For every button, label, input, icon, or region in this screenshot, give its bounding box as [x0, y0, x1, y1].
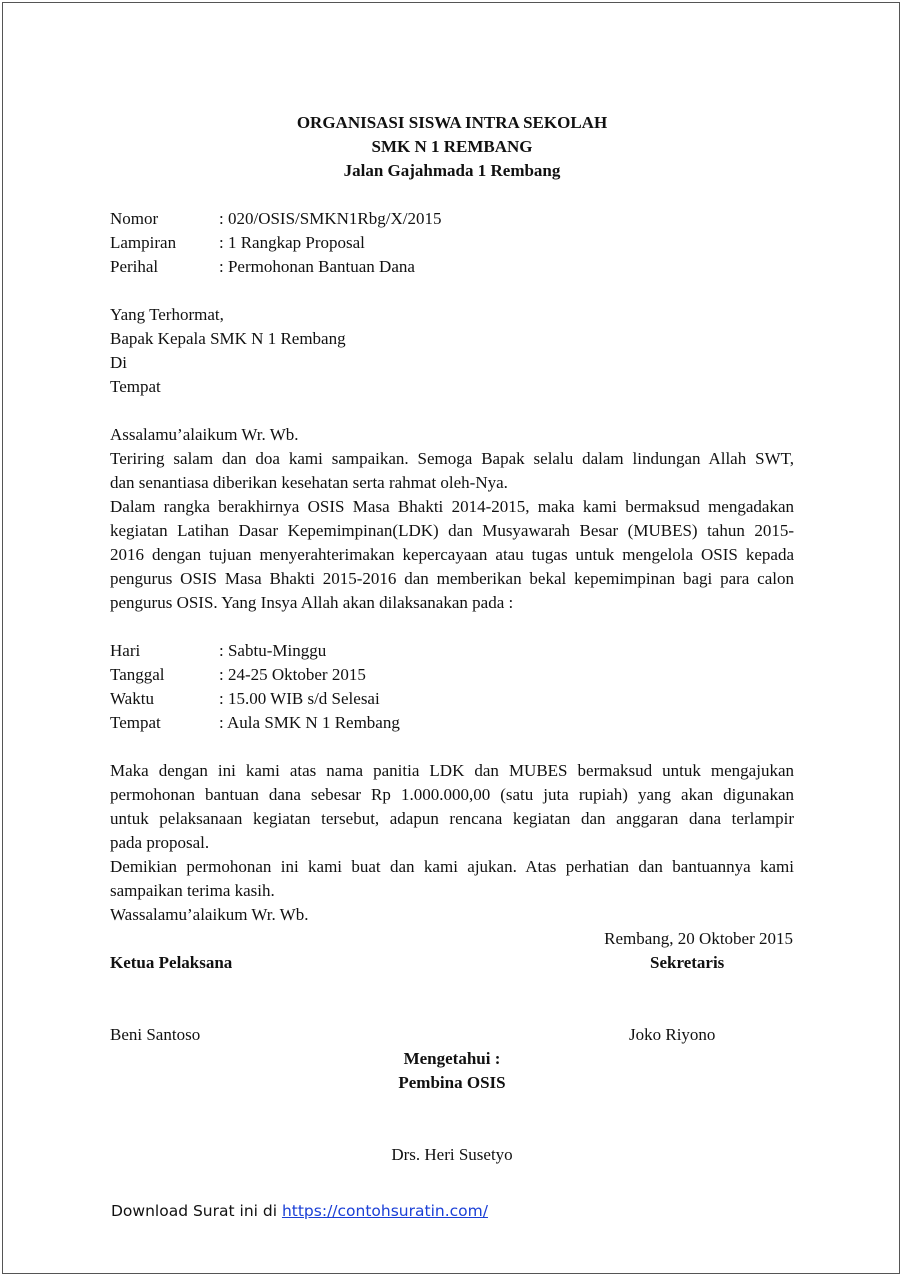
- ack-label: Mengetahui :: [403, 1049, 501, 1068]
- schedule-value-tempat: : Aula SMK N 1 Rembang: [219, 713, 400, 732]
- meta-label-perihal: Perihal: [110, 257, 159, 276]
- signer-name-right: Joko Riyono: [629, 1025, 716, 1044]
- body-line: Demikian permohonan ini kami buat dan kami ajukan. Atas perhatian dan bantuannya kami: [110, 857, 794, 876]
- ack-title: Pembina OSIS: [398, 1073, 506, 1092]
- schedule-label-tempat: Tempat: [110, 713, 161, 732]
- body-line: Maka dengan ini kami atas nama panitia LDK dan MUBES bermaksud untuk mengajukan: [110, 761, 794, 780]
- body-line: sampaikan terima kasih.: [110, 881, 275, 900]
- body-line: Teriring salam dan doa kami sampaikan. Semoga Bapak selalu dalam lindungan Allah SWT,: [110, 449, 794, 468]
- org-title: ORGANISASI SISWA INTRA SEKOLAH: [296, 113, 608, 132]
- body-line: kegiatan Latihan Dasar Kepemimpinan(LDK) dan Musyawarah Besar (MUBES) tahun 2015-: [110, 521, 794, 540]
- schedule-label-tanggal: Tanggal: [110, 665, 165, 684]
- meta-label-lampiran: Lampiran: [110, 233, 177, 252]
- download-link[interactable]: https://contohsuratin.com/: [281, 1202, 488, 1220]
- school-address: Jalan Gajahmada 1 Rembang: [343, 161, 561, 180]
- greeting: Assalamu’alaikum Wr. Wb.: [110, 425, 299, 444]
- meta-value-lampiran: : 1 Rangkap Proposal: [219, 233, 365, 252]
- body-line: pengurus OSIS. Yang Insya Allah akan dilaksanakan pada :: [110, 593, 514, 612]
- recipient-line: Di: [110, 353, 127, 372]
- signer-title-left: Ketua Pelaksana: [110, 953, 233, 972]
- footer-prefix: Download Surat ini di: [111, 1202, 282, 1220]
- download-footer: [111, 1202, 488, 1220]
- meta-label-nomor: Nomor: [110, 209, 159, 228]
- schedule-value-waktu: : 15.00 WIB s/d Selesai: [219, 689, 380, 708]
- schedule-value-hari: : Sabtu-Minggu: [219, 641, 327, 660]
- body-line: pengurus OSIS Masa Bhakti 2015-2016 dan memberikan bekal kepemimpinan bagi para calon: [110, 569, 794, 588]
- place-date: Rembang, 20 Oktober 2015: [604, 929, 793, 948]
- meta-value-perihal: : Permohonan Bantuan Dana: [219, 257, 415, 276]
- schedule-value-tanggal: : 24-25 Oktober 2015: [219, 665, 366, 684]
- recipient-line: Bapak Kepala SMK N 1 Rembang: [110, 329, 346, 348]
- recipient-line: Yang Terhormat,: [110, 305, 224, 324]
- meta-value-nomor: : 020/OSIS/SMKN1Rbg/X/2015: [219, 209, 442, 228]
- school-name: SMK N 1 REMBANG: [371, 137, 533, 156]
- schedule-label-hari: Hari: [110, 641, 141, 660]
- farewell: Wassalamu’alaikum Wr. Wb.: [110, 905, 309, 924]
- body-line: dan senantiasa diberikan kesehatan serta rahmat oleh-Nya.: [110, 473, 508, 492]
- ack-name: Drs. Heri Susetyo: [391, 1145, 513, 1164]
- schedule-label-waktu: Waktu: [110, 689, 154, 708]
- signer-title-right: Sekretaris: [650, 953, 725, 972]
- body-line: untuk pelaksanaan kegiatan tersebut, adapun rencana kegiatan dan anggaran dana terlampir: [110, 809, 794, 828]
- body-line: pada proposal.: [110, 833, 210, 852]
- body-line: Dalam rangka berakhirnya OSIS Masa Bhakti 2014-2015, maka kami bermaksud mengadakan: [110, 497, 794, 516]
- body-line: 2016 dengan tujuan menyerahterimakan kepercayaan atau tugas untuk mengelola OSIS kepada: [110, 545, 794, 564]
- body-line: permohonan bantuan dana sebesar Rp 1.000.000,00 (satu juta rupiah) yang akan digunakan: [110, 785, 794, 804]
- recipient-line: Tempat: [110, 377, 161, 396]
- signer-name-left: Beni Santoso: [110, 1025, 201, 1044]
